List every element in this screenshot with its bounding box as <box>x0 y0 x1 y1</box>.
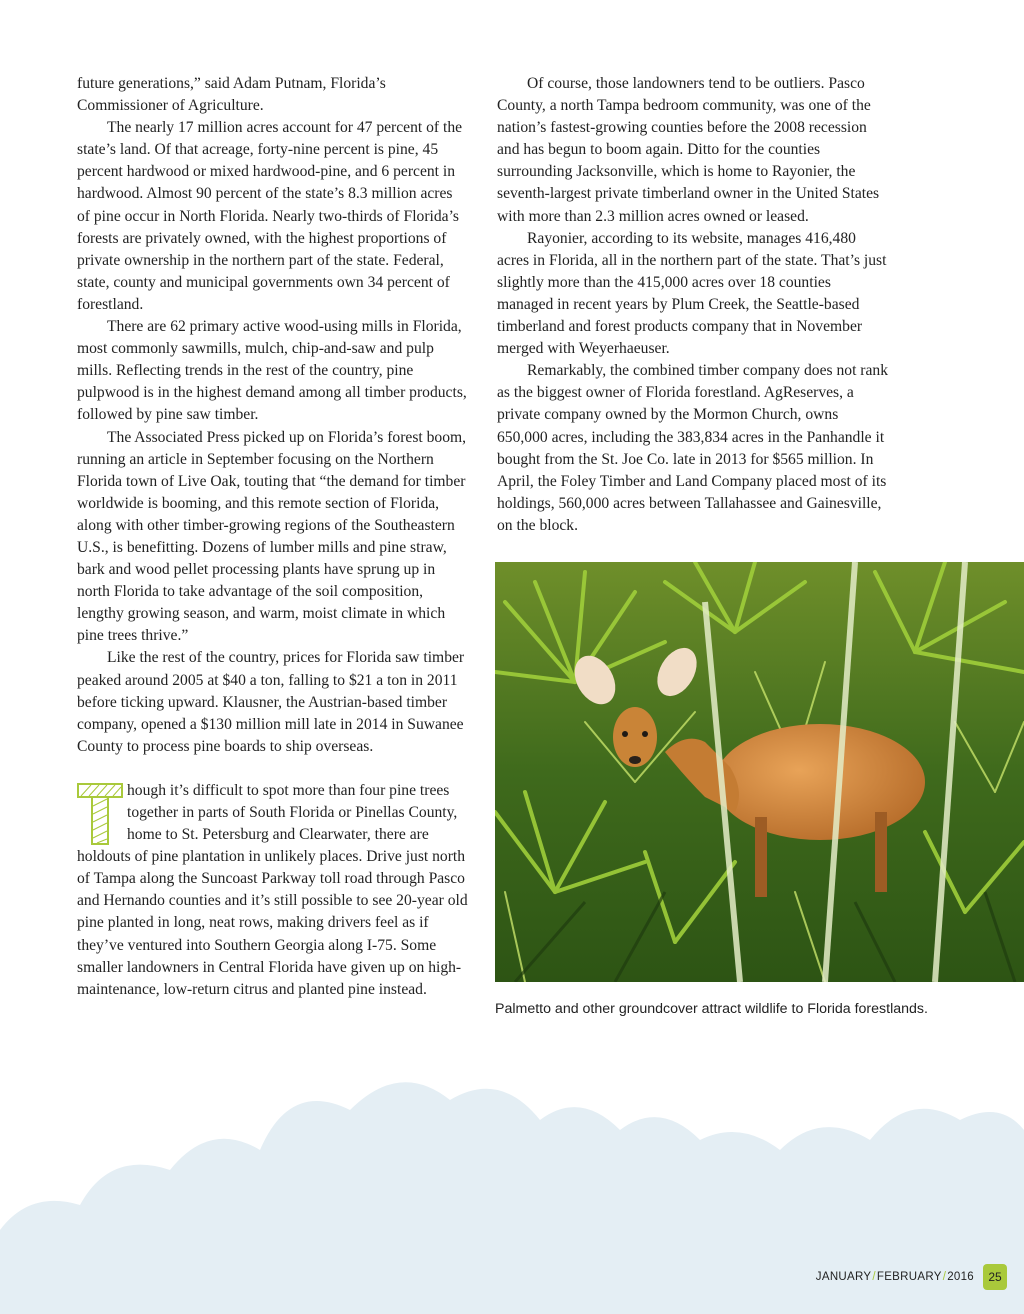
right-text-column <box>497 73 889 537</box>
left-text-column <box>77 73 469 1001</box>
deer-photo <box>495 562 1024 982</box>
footer-month-start: JANUARY <box>815 1271 872 1283</box>
footer-slash: / <box>872 1271 876 1283</box>
photo-caption: Palmetto and other groundcover attract wildlife to Florida forestlands. <box>495 1001 928 1017</box>
paragraph: Remarkably, the combined timber company does not rank as the biggest owner of Florida forestland. AgReserves, a private company owned by the Mormon Church, owns 650,000 acres, including the 383,834 acres in the Panhandle it bought from the St. Joe Co. late in 2013 for $565 million. In April, the Foley Timber and Land Company placed most of its holdings, 560,000 acres between Tallahassee and Gainesville, on the block. <box>497 362 889 534</box>
dropcap-letter-t <box>77 782 123 846</box>
paragraph: future generations,” said Adam Putnam, Florida’s Commissioner of Agriculture. <box>77 75 386 115</box>
paragraph: Of course, those landowners tend to be outliers. Pasco County, a north Tampa bedroom community, was one of the nation’s fastest-growing counties before the 2008 recession and has begun to boom again. Ditto for the counties surrounding Jacksonville, which is home to Rayonier, the seventh-largest private timberland owner in the United States with more than 2.3 million acres owned or leased. <box>497 75 880 225</box>
paragraph-with-dropcap <box>77 780 469 1001</box>
footer-slash: / <box>942 1271 947 1283</box>
paragraph: Like the rest of the country, prices for Florida saw timber peaked around 2005 at $40 a ton, falling to $21 a ton in 2011 before ticking upward. Klausner, the Austrian-based timber company, opened a $130 million mill late in 2014 in Suwanee County to process pine boards to ship overseas. <box>77 649 465 755</box>
footer-month-end: FEBRUARY <box>876 1271 942 1283</box>
paragraph: There are 62 primary active wood-using mills in Florida, most commonly sawmills, mulch, chip-and-saw and pulp mills. Reflecting trends in the rest of the country, pine pulpwood is in the highest demand among all timber products, followed by pine saw timber. <box>77 318 467 424</box>
page-footer <box>816 1271 974 1283</box>
paragraph: The Associated Press picked up on Florida’s forest boom, running an article in September focusing on the Northern Florida town of Live Oak, touting that “the demand for timber worldwide is booming, and this remote section of Florida, along with other timber-growing regions of the Southeastern U.S., is benefitting. Dozens of lumber mills and pine straw, bark and wood pellet processing plants have sprung up in north Florida to take advantage of the soil composition, lengthy growing season, and warm, moist climate in which pine trees thrive.” <box>77 428 467 645</box>
footer-year: 2016 <box>947 1271 974 1283</box>
paragraph: Rayonier, according to its website, manages 416,480 acres in Florida, all in the northern part of the state. That’s just slightly more than the 415,000 acres over 18 counties managed in recent years by Plum Creek, the Seattle-based timberland and forest products company that in November merged with Weyerhaeuser. <box>497 229 887 358</box>
dropcap-paragraph-text: hough it’s difficult to spot more than four pine trees together in parts of South Florida or Pinellas County, home to St. Petersburg and Clearwater, there are holdouts of pine plantation in unlikely places. Drive just north of Tampa along the Suncoast Parkway toll road through Pasco and Hernando counties and it’s still possible to see 20-year old pine planted in long, neat rows, making drivers feel as if they’ve ventured into Southern Georgia along I-75. Some smaller landowners in Central Florida have given up on high-maintenance, low-return citrus and planted pine instead. <box>77 781 468 998</box>
paragraph: The nearly 17 million acres account for 47 percent of the state’s land. Of that acreage, forty-nine percent is pine, 45 percent hardwood or mixed hardwood-pine, and 6 percent in hardwood. Almost 90 percent of the state’s 8.3 million acres of pine occur in North Florida. Nearly two-thirds of Florida’s forests are privately owned, with the highest proportions of private ownership in the northern part of the state. Federal, state, county and municipal governments own 34 percent of forestland. <box>77 119 463 313</box>
page-number: 25 <box>983 1264 1007 1290</box>
section-break <box>77 758 469 780</box>
